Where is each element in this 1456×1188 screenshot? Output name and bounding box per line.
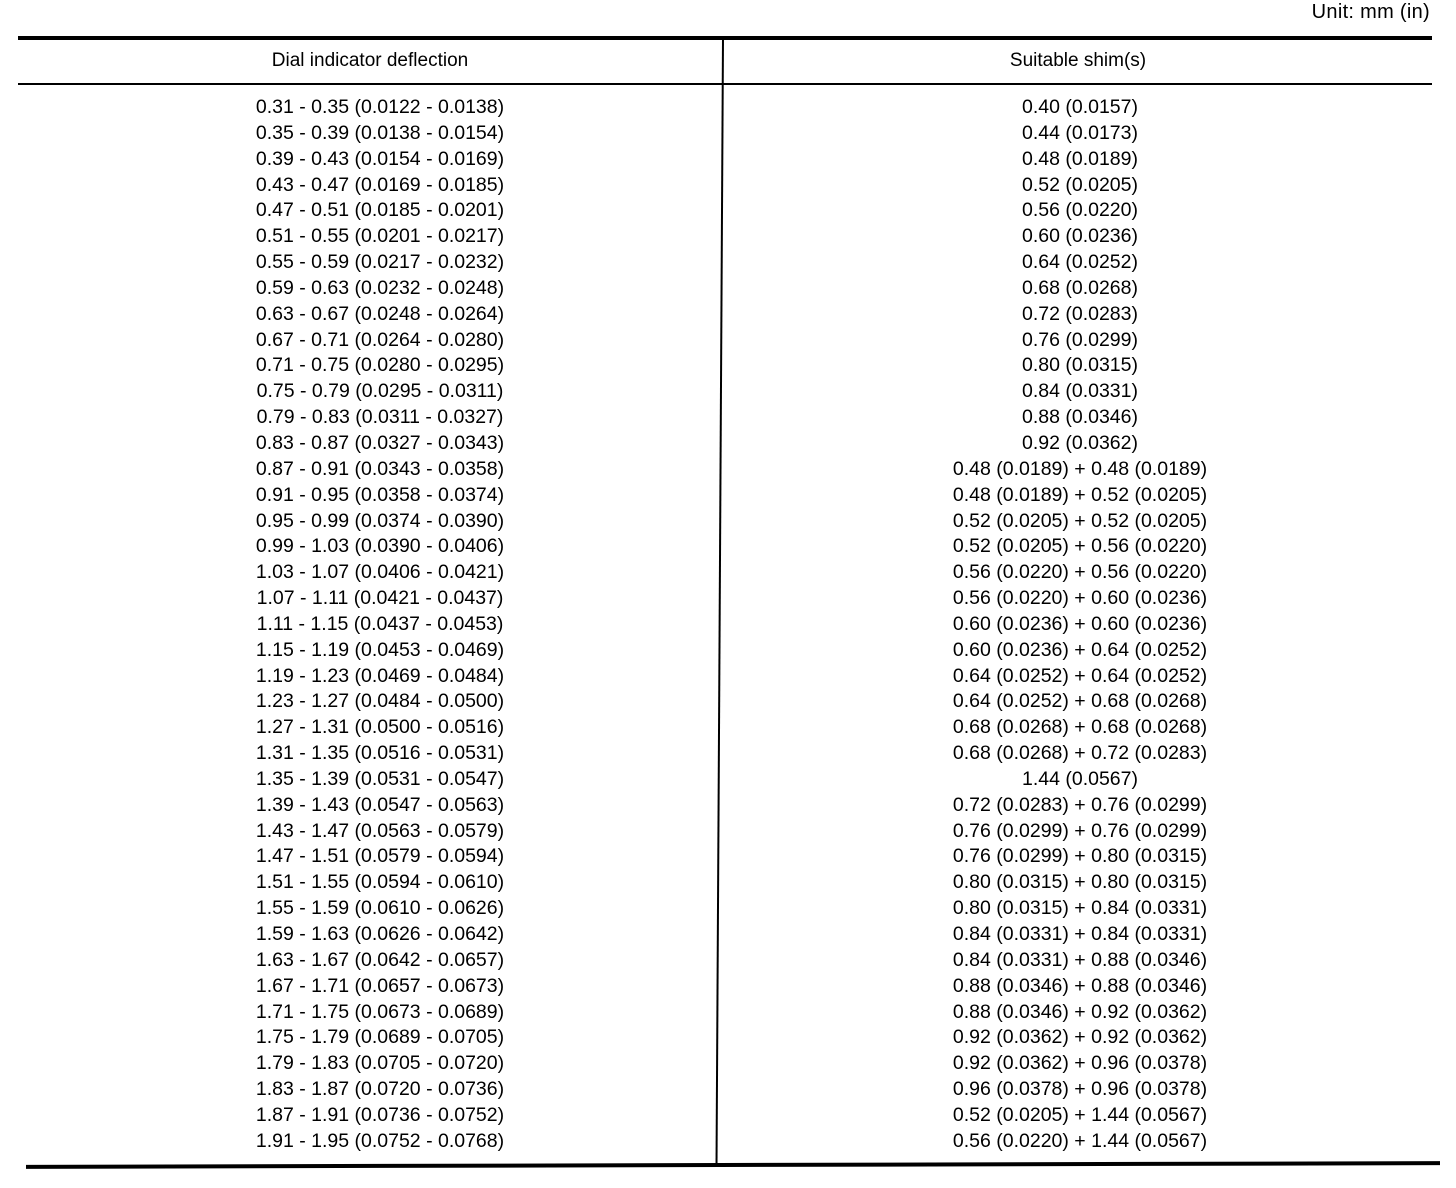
shim-cell: 0.56 (0.0220) + 1.44 (0.0567) [952,1129,1208,1152]
shim-cell: 0.56 (0.0220) [1021,199,1138,222]
deflection-cell: 1.15 - 1.19 (0.0453 - 0.0469) [255,638,505,661]
deflection-cell: 0.83 - 0.87 (0.0327 - 0.0343) [255,431,505,454]
deflection-cell: 1.75 - 1.79 (0.0689 - 0.0705) [255,1026,505,1049]
shim-cell: 0.68 (0.0268) + 0.68 (0.0268) [952,716,1208,739]
shim-cell: 0.88 (0.0346) + 0.92 (0.0362) [952,1000,1208,1023]
shim-cell: 0.40 (0.0157) [1021,96,1138,118]
table-bottom-rule [26,1161,1440,1169]
table-row [0,224,1456,250]
deflection-cell: 0.39 - 0.43 (0.0154 - 0.0169) [255,147,505,170]
table-row [0,302,1456,328]
deflection-cell: 0.51 - 0.55 (0.0201 - 0.0217) [255,225,505,248]
table-body [0,95,1456,1155]
deflection-cell: 0.55 - 0.59 (0.0217 - 0.0232) [255,251,505,274]
deflection-cell: 1.47 - 1.51 (0.0579 - 0.0594) [255,845,505,868]
table-row [0,198,1456,224]
deflection-cell: 0.35 - 0.39 (0.0138 - 0.0154) [255,121,505,144]
shim-cell: 0.80 (0.0315) + 0.80 (0.0315) [952,871,1208,894]
deflection-cell: 1.67 - 1.71 (0.0657 - 0.0673) [255,974,505,997]
shim-cell: 0.60 (0.0236) [1021,225,1138,248]
shim-cell: 0.52 (0.0205) [1021,173,1138,196]
deflection-cell: 1.87 - 1.91 (0.0736 - 0.0752) [255,1103,505,1126]
table-row [0,715,1456,741]
table-row [0,844,1456,870]
table-row [0,379,1456,405]
deflection-cell: 1.71 - 1.75 (0.0673 - 0.0689) [255,1000,505,1023]
shim-cell: 0.52 (0.0205) + 1.44 (0.0567) [952,1103,1208,1126]
shim-cell: 0.80 (0.0315) [1021,354,1138,377]
table-row [0,974,1456,1000]
shim-cell: 0.92 (0.0362) + 0.92 (0.0362) [952,1026,1208,1049]
deflection-cell: 1.79 - 1.83 (0.0705 - 0.0720) [255,1052,505,1075]
table-row [0,483,1456,509]
deflection-cell: 1.91 - 1.95 (0.0752 - 0.0768) [255,1129,505,1152]
deflection-cell: 0.79 - 0.83 (0.0311 - 0.0327) [256,406,504,429]
table-row [0,1077,1456,1103]
table-row [0,509,1456,535]
shim-cell: 0.92 (0.0362) + 0.96 (0.0378) [952,1052,1208,1075]
table-row [0,896,1456,922]
shim-cell: 0.72 (0.0283) [1021,302,1138,325]
shim-cell: 0.48 (0.0189) + 0.52 (0.0205) [952,483,1208,506]
shim-cell: 0.76 (0.0299) + 0.80 (0.0315) [952,845,1208,868]
deflection-cell: 1.63 - 1.67 (0.0642 - 0.0657) [255,948,505,971]
shim-cell: 0.52 (0.0205) + 0.52 (0.0205) [952,509,1208,532]
deflection-cell: 1.31 - 1.35 (0.0516 - 0.0531) [255,742,505,765]
deflection-cell: 1.83 - 1.87 (0.0720 - 0.0736) [255,1078,505,1101]
deflection-cell: 1.51 - 1.55 (0.0594 - 0.0610) [255,871,505,894]
column-header-shims: Suitable shim(s) [1009,50,1147,71]
table-row [0,1103,1456,1129]
table-row [0,405,1456,431]
shim-cell: 0.48 (0.0189) [1021,147,1138,170]
table-row [0,173,1456,199]
deflection-cell: 1.19 - 1.23 (0.0469 - 0.0484) [255,664,505,687]
table-row [0,534,1456,560]
deflection-cell: 1.23 - 1.27 (0.0484 - 0.0500) [255,690,505,713]
table-header-rule [18,83,1432,85]
shim-cell: 0.84 (0.0331) + 0.84 (0.0331) [952,923,1208,945]
table-row [0,793,1456,819]
deflection-cell: 0.59 - 0.63 (0.0232 - 0.0248) [255,276,505,299]
shim-cell: 0.76 (0.0299) + 0.76 (0.0299) [952,819,1208,842]
deflection-cell: 1.07 - 1.11 (0.0421 - 0.0437) [256,587,504,610]
table-row [0,741,1456,767]
table-row [0,612,1456,638]
deflection-cell: 1.55 - 1.59 (0.0610 - 0.0626) [255,897,505,920]
deflection-cell: 0.47 - 0.51 (0.0185 - 0.0201) [255,199,505,222]
table-row [0,819,1456,845]
table-row [0,431,1456,457]
table-row [0,870,1456,896]
shim-cell: 0.72 (0.0283) + 0.76 (0.0299) [952,793,1208,816]
deflection-cell: 0.87 - 0.91 (0.0343 - 0.0358) [255,457,505,480]
table-row [0,948,1456,974]
deflection-cell: 1.03 - 1.07 (0.0406 - 0.0421) [255,561,505,584]
deflection-cell: 0.43 - 0.47 (0.0169 - 0.0185) [255,173,505,196]
table-row [0,95,1456,121]
shim-cell: 0.64 (0.0252) + 0.68 (0.0268) [952,690,1208,713]
shim-cell: 0.68 (0.0268) + 0.72 (0.0283) [952,742,1208,765]
table-row [0,638,1456,664]
shim-cell: 0.80 (0.0315) + 0.84 (0.0331) [952,897,1208,920]
shim-cell: 0.84 (0.0331) + 0.88 (0.0346) [952,948,1208,971]
table-row [0,147,1456,173]
shim-cell: 0.84 (0.0331) [1021,380,1138,403]
table-row [0,353,1456,379]
shim-cell: 0.48 (0.0189) + 0.48 (0.0189) [952,457,1208,480]
shim-cell: 0.88 (0.0346) + 0.88 (0.0346) [952,974,1208,997]
table-row [0,689,1456,715]
table-row [0,250,1456,276]
deflection-cell: 0.31 - 0.35 (0.0122 - 0.0138) [255,96,505,118]
shim-cell: 0.44 (0.0173) [1021,121,1138,144]
deflection-cell: 0.91 - 0.95 (0.0358 - 0.0374) [255,483,505,506]
table-row [0,1129,1456,1155]
deflection-cell: 1.27 - 1.31 (0.0500 - 0.0516) [255,716,505,739]
table-row [0,586,1456,612]
shim-cell: 0.64 (0.0252) + 0.64 (0.0252) [952,664,1208,687]
table-top-rule [18,36,1432,40]
unit-label: Unit: mm (in) [1311,1,1430,23]
table-row [0,664,1456,690]
deflection-cell: 0.67 - 0.71 (0.0264 - 0.0280) [255,328,505,351]
table-row [0,328,1456,354]
shim-cell: 0.56 (0.0220) + 0.60 (0.0236) [952,587,1208,610]
deflection-cell: 1.11 - 1.15 (0.0437 - 0.0453) [256,612,504,635]
deflection-cell: 0.99 - 1.03 (0.0390 - 0.0406) [255,535,505,558]
table-row [0,121,1456,147]
shim-cell: 0.88 (0.0346) [1021,406,1138,429]
shim-cell: 0.64 (0.0252) [1021,251,1138,274]
shim-cell: 0.60 (0.0236) + 0.64 (0.0252) [952,638,1208,661]
shim-cell: 0.92 (0.0362) [1021,431,1138,454]
shim-cell: 0.68 (0.0268) [1021,276,1138,299]
table-row [0,767,1456,793]
table-row [0,922,1456,948]
shim-cell: 0.52 (0.0205) + 0.56 (0.0220) [952,535,1208,558]
deflection-cell: 0.75 - 0.79 (0.0295 - 0.0311) [256,380,504,403]
table-row [0,1051,1456,1077]
table-row [0,1025,1456,1051]
shim-cell: 0.60 (0.0236) + 0.60 (0.0236) [952,612,1208,635]
deflection-cell: 0.71 - 0.75 (0.0280 - 0.0295) [255,354,505,377]
table-row [0,1000,1456,1026]
deflection-cell: 1.35 - 1.39 (0.0531 - 0.0547) [255,767,505,790]
table-row [0,560,1456,586]
table-row [0,276,1456,302]
table-row [0,457,1456,483]
deflection-cell: 0.95 - 0.99 (0.0374 - 0.0390) [255,509,505,532]
deflection-cell: 1.39 - 1.43 (0.0547 - 0.0563) [255,793,505,816]
shim-cell: 0.96 (0.0378) + 0.96 (0.0378) [952,1078,1208,1101]
shim-cell: 0.76 (0.0299) [1021,328,1138,351]
deflection-cell: 1.43 - 1.47 (0.0563 - 0.0579) [255,819,505,842]
column-header-deflection: Dial indicator deflection [271,50,469,71]
deflection-cell: 0.63 - 0.67 (0.0248 - 0.0264) [255,302,505,325]
deflection-cell: 1.59 - 1.63 (0.0626 - 0.0642) [255,923,505,945]
shim-cell: 1.44 (0.0567) [1021,767,1138,790]
shim-cell: 0.56 (0.0220) + 0.56 (0.0220) [952,561,1208,584]
